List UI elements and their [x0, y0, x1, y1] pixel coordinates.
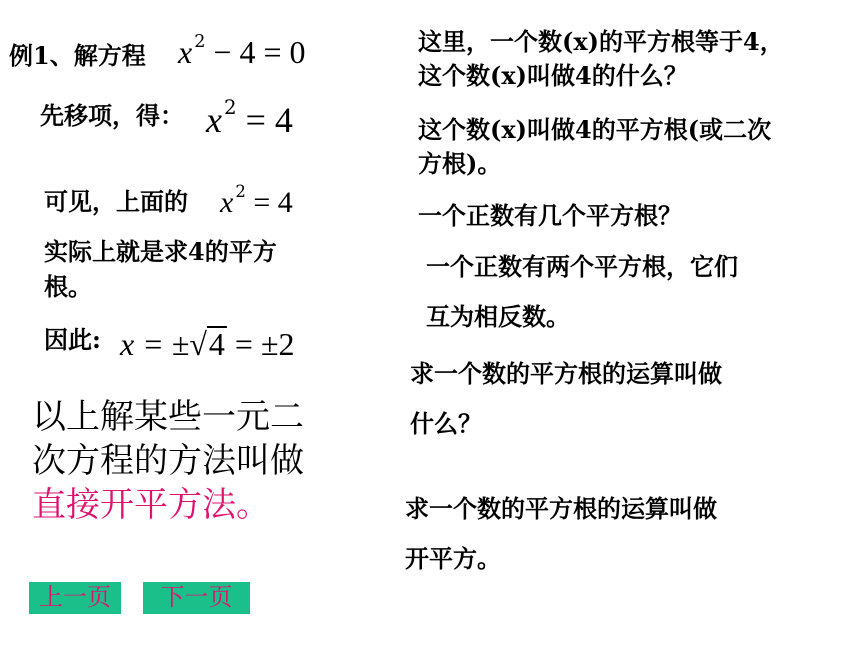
- step-observe-label: 可见，上面的: [44, 187, 188, 216]
- eq-var: x: [206, 99, 222, 140]
- eq-var: x: [220, 185, 234, 219]
- next-page-button[interactable]: 下一页: [143, 582, 250, 614]
- equation-solution: [120, 326, 295, 360]
- sqrt-sign: √: [189, 326, 207, 362]
- answer-1-line1: 这个数(x)叫做4的平方根(或二次: [418, 115, 772, 144]
- eq-exp: 2: [194, 32, 206, 52]
- equation-original: [178, 34, 306, 68]
- eq-rest: − 4 = 0: [205, 33, 306, 70]
- eq-rest: = 4: [245, 185, 293, 219]
- answer-3-line1: 求一个数的平方根的运算叫做: [405, 494, 717, 523]
- conclusion-line2: 次方程的方法叫做: [32, 441, 304, 481]
- solution-rhs: = ±2: [226, 326, 295, 362]
- conclusion-line1: 以上解某些一元二: [32, 397, 304, 437]
- question-1-line2: 这个数(x)叫做4的什么？: [418, 61, 688, 90]
- eq-var: x: [178, 33, 193, 70]
- sqrt-radicand: 4: [208, 326, 225, 362]
- prev-page-button[interactable]: 上一页: [29, 582, 121, 614]
- step-transpose-label: 先移项，得：: [40, 101, 184, 130]
- question-3-line2: 什么？: [410, 409, 482, 438]
- eq-exp: 2: [235, 182, 246, 201]
- eq-rest: = 4: [236, 99, 293, 140]
- question-1-line1: 这里，一个数(x)的平方根等于4，: [418, 27, 784, 56]
- question-3-line1: 求一个数的平方根的运算叫做: [410, 359, 722, 388]
- equation-transposed: [206, 98, 293, 139]
- answer-1-line2: 方根)。: [418, 149, 502, 178]
- equation-observe: [220, 184, 293, 218]
- solution-lhs: x = ±: [120, 326, 190, 362]
- conclusion-highlight: 直接开平方法。: [32, 485, 270, 525]
- example-label: 例1、解方程: [9, 41, 146, 70]
- step-observe-line2: 实际上就是求4的平方: [44, 237, 277, 266]
- question-2: 一个正数有几个平方根？: [418, 201, 682, 230]
- answer-3-line2: 开平方。: [405, 544, 501, 573]
- step-therefore-label: 因此:: [44, 325, 101, 354]
- answer-2-line1: 一个正数有两个平方根，它们: [426, 252, 738, 281]
- method-conclusion: [32, 395, 352, 527]
- eq-exp: 2: [223, 96, 237, 119]
- step-observe-line3: 根。: [44, 272, 92, 301]
- answer-2-line2: 互为相反数。: [426, 302, 570, 331]
